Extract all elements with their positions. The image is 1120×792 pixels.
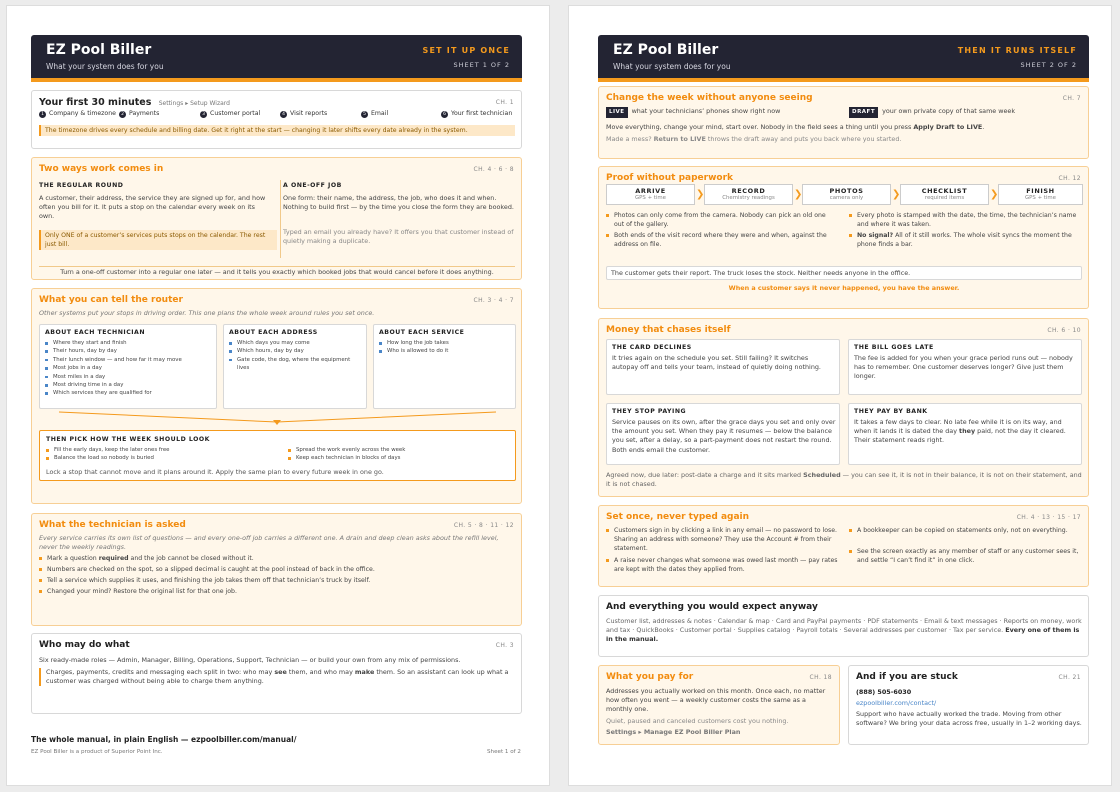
pipeline-step: CHECKLIST required items: [900, 184, 989, 205]
list-item: Most miles in a day: [45, 373, 215, 381]
technician-rules-label: ABOUT EACH TECHNICIAN: [45, 329, 146, 336]
live-pill: LIVE: [606, 107, 628, 118]
section-title: And if you are stuck: [856, 672, 958, 682]
brand-subtitle: What your system does for you: [46, 62, 164, 71]
list-item: Every photo is stamped with the date, the time, the technician’s name and where it was taken.: [849, 211, 1082, 229]
change-week-text: Move everything, change your mind, start over. Nobody in the field sees a thing until you press Apply Draft to LIVE.: [606, 123, 985, 131]
list-item: A raise never changes what someone was owed last month — pay rates are kept with the dates they applied from.: [606, 556, 838, 574]
section-title: And everything you would expect anyway: [606, 602, 818, 612]
footer-manual-link[interactable]: The whole manual, in plain English — ezpoolbiller.com/manual/: [31, 735, 297, 744]
chapter-ref: CH. 4 · 13 · 15 · 17: [1016, 514, 1081, 521]
chapter-ref: CH. 3 · 4 · 7: [473, 297, 514, 304]
money-card: [598, 318, 1089, 497]
one-off-text: One form: their name, the address, the job, who does it and when. Nothing to build first — by the time you close the form they are booked.: [283, 194, 514, 212]
setup-step: 6 Your first technician: [441, 110, 512, 118]
stuck-text: Support who have actually worked the trade. Moving from other software? We bring your data across free, usually in 1–2 working days.: [856, 710, 1082, 728]
pipeline-step: RECORD Chemistry readings: [704, 184, 793, 205]
list-item: Gate code, the dog, where the equipment lives: [229, 356, 364, 373]
section-title: What you can tell the router: [39, 295, 183, 305]
list-item: Tell a service which supplies it uses, and finishing the job takes them off that technician’s truck by itself.: [39, 576, 515, 585]
set-once-card: [598, 505, 1089, 587]
chevron-right-icon: ❯: [892, 189, 901, 200]
list-item: Customers sign in by clicking a link in any email — no password to lose. Sharing an address with someone? They use the Account # from their statement.: [606, 526, 838, 553]
draft-pill: DRAFT: [849, 107, 878, 118]
live-row: LIVE what your technicians’ phones show right now: [606, 107, 846, 118]
bill-late-box: [848, 339, 1082, 395]
section-title: Who may do what: [39, 640, 130, 650]
pay-by-bank-label: THEY PAY BY BANK: [854, 408, 928, 415]
pipeline-step: PHOTOS camera only: [802, 184, 891, 205]
list-item: Which hours, day by day: [229, 347, 364, 355]
then-pick-label: THEN PICK HOW THE WEEK SHOULD LOOK: [46, 436, 210, 443]
section-title: Set once, never typed again: [606, 512, 750, 522]
pay-text: Addresses you actually worked on this month. Once each, no matter how often you went — a weekly customer costs the same as a monthly one.: [606, 687, 826, 714]
list-item: Keep each technician in blocks of days: [288, 454, 513, 462]
list-item: See the screen exactly as any member of staff or any customer sees it, and settle “I can’t find it” in one click.: [849, 547, 1082, 565]
bill-late-text: The fee is added for you when your grace period runs out — nobody has to remember. One customer deserves longer? Give just them longer.: [854, 354, 1073, 381]
then-pick-right-list: [288, 446, 513, 463]
router-intro: Other systems put your stops in driving order. This one plans the whole week around rules you set once.: [39, 309, 375, 317]
sheet-number: SHEET 2 OF 2: [1020, 61, 1077, 69]
sheet-header: [598, 35, 1089, 82]
sheet-number: SHEET 1 OF 2: [453, 61, 510, 69]
sheet-1: [6, 5, 550, 786]
who-may-card: [31, 633, 522, 714]
manage-plan-link[interactable]: Settings ▸ Manage EZ Pool Biller Plan: [606, 728, 741, 736]
pipeline-step: ARRIVE GPS + time: [606, 184, 695, 205]
contact-link[interactable]: ezpoolbiller.com/contact/: [856, 699, 937, 707]
list-item: Both ends of the visit record where they were and when, against the address on file.: [606, 231, 836, 249]
list-item: A bookkeeper can be copied on statements only, not on everything.: [849, 526, 1082, 535]
chevron-right-icon: ❯: [990, 189, 999, 200]
chapter-ref: CH. 21: [1058, 674, 1081, 681]
draft-row: DRAFT your own private copy of that same week: [849, 107, 1084, 118]
one-off-muted: Typed an email you already have? It offers you that customer instead of quietly making a duplicate.: [283, 228, 514, 246]
funnel-connector: [39, 410, 516, 426]
bill-late-label: THE BILL GOES LATE: [854, 344, 934, 351]
then-pick-left-list: [46, 446, 276, 463]
proof-closing: When a customer says it never happened, you have the answer.: [728, 284, 960, 292]
chevron-right-icon: ❯: [794, 189, 803, 200]
section-title: Money that chases itself: [606, 325, 731, 335]
card-declines-label: THE CARD DECLINES: [612, 344, 692, 351]
setup-wizard-path: Settings ▸ Setup Wizard: [158, 100, 230, 107]
pay-by-bank-box: [848, 403, 1082, 465]
list-item: How long the job takes: [379, 339, 514, 347]
section-title: Two ways work comes in: [39, 164, 164, 174]
technician-rules-list: [45, 339, 215, 398]
proof-right-list: [849, 211, 1082, 249]
then-pick-text: Lock a stop that cannot move and it plans around it. Apply the same plan to every future week in one go.: [46, 468, 384, 476]
section-title: What you pay for: [606, 672, 694, 682]
proof-left-list: [606, 211, 836, 249]
proof-card: [598, 166, 1089, 309]
divider: [280, 180, 281, 258]
setup-step: 4 Visit reports: [280, 110, 327, 118]
list-item: Who is allowed to do it: [379, 347, 514, 355]
first-30-card: [31, 90, 522, 149]
footer-company: EZ Pool Biller is a product of Superior Point Inc.: [31, 749, 163, 755]
address-rules-box: [223, 324, 367, 409]
sheet-2: [568, 5, 1112, 786]
stuck-card: [848, 665, 1089, 745]
pipeline-step: FINISH GPS + time: [998, 184, 1083, 205]
footer-page: Sheet 1 of 2: [486, 749, 521, 755]
list-item: Spread the work evenly across the week: [288, 446, 513, 454]
then-pick-box: [39, 430, 516, 481]
set-once-left-list: [606, 526, 838, 574]
stop-paying-box: [606, 403, 840, 465]
list-item: Where they start and finish: [45, 339, 215, 347]
list-item: Which days you may come: [229, 339, 364, 347]
technician-asked-list: [39, 554, 515, 596]
chapter-ref: CH. 5 · 8 · 11 · 12: [453, 522, 514, 529]
setup-step: 1 Company & timezone: [39, 110, 116, 118]
card-declines-box: [606, 339, 840, 395]
sheet-header: [31, 35, 522, 82]
pay-by-bank-text: It takes a few days to clear. No late fee while it is on its way, and when it lands it is dated the day they paid, not the day it cleared. Their statement reads right.: [854, 418, 1066, 445]
technician-asked-intro: Every service carries its own list of questions — and every one-off job carries a different one. A drain and deep clean asks about the refill level, never the weekly readings.: [39, 534, 499, 552]
post-dated-note: Agreed now, due later: post-date a charge and it sits marked Scheduled — you can see it, it is not in their balance, it is not on their statement, and it is not chased.: [606, 471, 1082, 489]
regular-round-note: Only ONE of a customer’s services puts stops on the calendar. The rest just bill.: [39, 230, 277, 250]
section-title: What the technician is asked: [39, 520, 186, 530]
who-may-text: Six ready-made roles — Admin, Manager, Billing, Operations, Support, Technician — or build your own from any mix of permissions.: [39, 656, 461, 664]
brand-subtitle: What your system does for you: [613, 62, 731, 71]
regular-round-text: A customer, their address, the service they are signed up for, and how often you bill for it. It puts a stop on the calendar every week on its own.: [39, 194, 266, 221]
change-week-muted: Made a mess? Return to LIVE throws the draft away and puts you back where you started.: [606, 135, 902, 143]
service-rules-list: [379, 339, 514, 356]
list-item: Numbers are checked on the spot, so a slipped decimal is caught at the pool instead of back in the office.: [39, 565, 515, 574]
two-ways-card: [31, 157, 522, 280]
stop-paying-text: Service pauses on its own, after the grace days you set and only over the amount you set. When they pay it resumes — below the balance you set, after a delay, so a part-payment does not restart the round. Both ends email the customer.: [612, 418, 836, 454]
setup-step: 2 Payments: [119, 110, 159, 118]
section-title: Change the week without anyone seeing: [606, 93, 813, 103]
card-declines-text: It tries again on the schedule you set. Still failing? It switches autopay off and tells your team, instead of quietly doing nothing.: [612, 354, 821, 372]
service-rules-box: [373, 324, 516, 409]
chapter-ref: CH. 6 · 10: [1047, 327, 1081, 334]
chapter-ref: CH. 12: [1058, 175, 1081, 182]
sheet-tag: SET IT UP ONCE: [422, 46, 510, 55]
brand-title: EZ Pool Biller: [613, 42, 719, 58]
router-card: [31, 288, 522, 504]
proof-summary-box: The customer gets their report. The truck loses the stock. Neither needs anyone in the office.: [606, 266, 1082, 280]
service-rules-label: ABOUT EACH SERVICE: [379, 329, 465, 336]
timezone-note: The timezone drives every schedule and billing date. Get it right at the start — changing it later shifts every date already in the system.: [39, 125, 515, 136]
technician-rules-box: [39, 324, 217, 409]
chapter-ref: CH. 1: [495, 99, 514, 106]
regular-round-label: THE REGULAR ROUND: [39, 182, 124, 189]
list-item: Mark a question required and the job cannot be closed without it.: [39, 554, 515, 563]
chapter-ref: CH. 7: [1062, 95, 1081, 102]
list-item: Photos can only come from the camera. Nobody can pick an old one out of the gallery.: [606, 211, 836, 229]
list-item: No signal? All of it still works. The whole visit syncs the moment the phone finds a bar.: [849, 231, 1082, 249]
pay-card: [598, 665, 840, 745]
chevron-right-icon: ❯: [696, 189, 705, 200]
who-may-note: Charges, payments, credits and messaging each split in two: who may see them, and who may make them. So an assistant can look up what a customer was charged without being able to charge them anything.: [39, 668, 515, 686]
two-ways-bottom: Turn a one-off customer into a regular one later — and it tells you exactly which booked jobs that would cancel before it does anything.: [39, 266, 515, 277]
address-rules-label: ABOUT EACH ADDRESS: [229, 329, 318, 336]
list-item: Their hours, day by day: [45, 347, 215, 355]
technician-asked-card: [31, 513, 522, 626]
list-item: Their lunch window — and how far it may move: [45, 356, 215, 364]
pay-muted: Quiet, paused and canceled customers cost you nothing.: [606, 717, 789, 725]
list-item: Changed your mind? Restore the original list for that one job.: [39, 587, 515, 596]
section-title: Proof without paperwork: [606, 173, 734, 183]
stop-paying-label: THEY STOP PAYING: [612, 408, 687, 415]
setup-step: 3 Customer portal: [200, 110, 260, 118]
one-off-label: A ONE-OFF JOB: [283, 182, 342, 189]
chapter-ref: CH. 3: [495, 642, 514, 649]
support-phone[interactable]: (888) 505-6030: [856, 688, 912, 696]
everything-card: [598, 595, 1089, 657]
list-item: Fill the early days, keep the later ones free: [46, 446, 276, 454]
list-item: Most jobs in a day: [45, 364, 215, 372]
list-item: Which services they are qualified for: [45, 389, 215, 397]
everything-text: Customer list, addresses & notes · Calendar & map · Card and PayPal payments · PDF statements · Email & text messages · Reports on money, work and tax · QuickBooks · Customer portal · Supplies catalog · Payroll totals · Several addresses per customer · Tax per service. Every one of them is in the manual.: [606, 617, 1082, 644]
first-30-title: Your first 30 minutes: [39, 97, 152, 108]
list-item: Most driving time in a day: [45, 381, 215, 389]
setup-step: 5 Email: [361, 110, 388, 118]
chapter-ref: CH. 4 · 6 · 8: [473, 166, 514, 173]
sheet-tag: THEN IT RUNS ITSELF: [957, 46, 1077, 55]
list-item: Balance the load so nobody is buried: [46, 454, 276, 462]
chapter-ref: CH. 18: [809, 674, 832, 681]
address-rules-list: [229, 339, 364, 373]
change-week-card: [598, 86, 1089, 159]
brand-title: EZ Pool Biller: [46, 42, 152, 58]
set-once-right-list: [849, 526, 1082, 565]
